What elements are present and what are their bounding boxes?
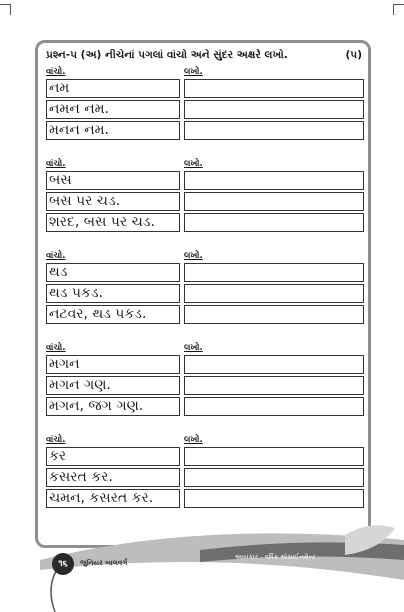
write-cell[interactable]: [184, 263, 364, 282]
write-cell[interactable]: [184, 192, 364, 211]
read-cell: કર: [46, 447, 180, 466]
exercise-row: [46, 355, 364, 374]
exercise-row: [46, 100, 364, 119]
exercise-row: [46, 121, 364, 140]
read-label: વાંચો.: [46, 251, 66, 261]
exercise-row: [46, 305, 364, 324]
read-label: વાંચો.: [46, 343, 66, 353]
question-marks: (૫): [345, 49, 362, 61]
write-cell[interactable]: [184, 397, 364, 416]
write-cell[interactable]: [184, 305, 364, 324]
write-cell[interactable]: [184, 284, 364, 303]
page-number-badge: ૧૬: [52, 553, 74, 575]
read-cell: મગન: [46, 355, 180, 374]
read-cell: શરદ, બસ પર ચડ.: [46, 213, 180, 232]
read-cell: નટવર, થડ પકડ.: [46, 305, 180, 324]
write-cell[interactable]: [184, 355, 364, 374]
write-label: લખો.: [184, 435, 203, 445]
read-cell: ચમન, કસરત કર.: [46, 489, 180, 508]
question-title: પ્રશ્ન-૫ (અ) નીચેનાં પગલાં વાંચો અને સુંદર અક્ષરે લખો.: [46, 49, 288, 61]
exercise-row: [46, 79, 364, 98]
read-cell: નમ: [46, 79, 180, 98]
read-label: વાંચો.: [46, 435, 66, 445]
read-cell: બસ પર ચડ.: [46, 192, 180, 211]
exercise-row: [46, 213, 364, 232]
footer-caption: આયંકાર - વર્ષિક એસાઈનમેન્ટ: [235, 553, 316, 561]
read-cell: મગન, જગ ગણ.: [46, 397, 180, 416]
write-cell[interactable]: [184, 213, 364, 232]
write-label: લખો.: [184, 251, 203, 261]
exercise-row: [46, 263, 364, 282]
exercise-row: [46, 376, 364, 395]
crop-mark-left: [0, 4, 11, 15]
write-cell[interactable]: [184, 171, 364, 190]
write-label: લખો.: [184, 159, 203, 169]
exercise-row: [46, 284, 364, 303]
exercise-row: [46, 397, 364, 416]
read-label: વાંચો.: [46, 67, 66, 77]
read-cell: મનન નમ.: [46, 121, 180, 140]
read-label: વાંચો.: [46, 159, 66, 169]
question-header: [46, 49, 362, 63]
write-label: લખો.: [184, 67, 203, 77]
write-label: લખો.: [184, 343, 203, 353]
read-cell: કસરત કર.: [46, 468, 180, 487]
write-cell[interactable]: [184, 376, 364, 395]
crop-mark-right: [393, 4, 404, 15]
exercise-row: [46, 468, 364, 487]
write-cell[interactable]: [184, 468, 364, 487]
read-cell: મગન ગણ.: [46, 376, 180, 395]
worksheet-frame: [35, 40, 371, 548]
exercise-row: [46, 447, 364, 466]
exercise-row: [46, 489, 364, 508]
write-cell[interactable]: [184, 100, 364, 119]
write-cell[interactable]: [184, 447, 364, 466]
exercise-row: [46, 192, 364, 211]
write-cell[interactable]: [184, 79, 364, 98]
read-cell: થડ: [46, 263, 180, 282]
read-cell: થડ પકડ.: [46, 284, 180, 303]
write-cell[interactable]: [184, 121, 364, 140]
exercise-row: [46, 171, 364, 190]
series-name: જુનિયર બાલવર્ગ: [80, 559, 128, 567]
write-cell[interactable]: [184, 489, 364, 508]
read-cell: નમન નમ.: [46, 100, 180, 119]
read-cell: બસ: [46, 171, 180, 190]
